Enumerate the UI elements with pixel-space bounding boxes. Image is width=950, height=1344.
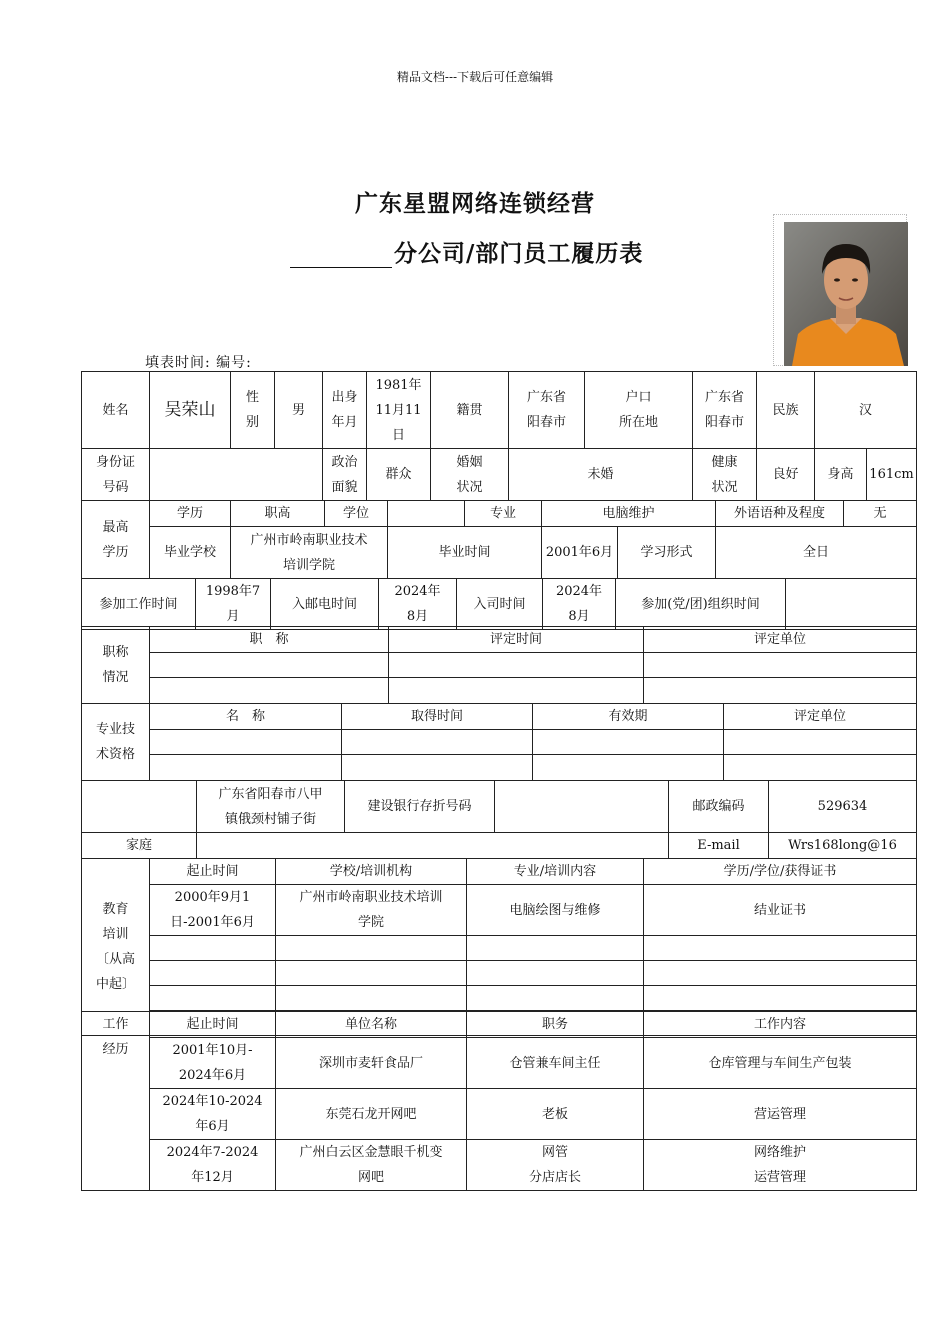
name-label: 姓名 [82,372,150,449]
qual-header-validity: 有效期 [533,704,724,730]
bank-label: 建设银行存折号码 [345,781,495,833]
work-row-period: 2024年10-2024 年6月 [150,1089,276,1140]
school-label: 毕业学校 [150,527,231,579]
edu-header-school: 学校/培训机构 [276,859,467,885]
bank-value [495,781,669,833]
xuewei-value [388,501,465,527]
marital-label: 婚姻 状况 [431,449,509,501]
title-cell [389,678,644,704]
work-row-role: 网管 分店店长 [467,1140,644,1191]
title-header-date: 评定时间 [389,627,644,653]
id-label: 身份证 号码 [82,449,150,501]
header-note: 精品文档---下载后可任意编辑 [396,70,554,84]
birth-label: 出身 年月 [323,372,367,449]
education-history-table [81,858,917,1036]
home-value [197,833,669,859]
edu-row-cert: 结业证书 [644,885,917,936]
personal-info-table [81,371,917,501]
edu-cell [644,936,917,961]
edu-cell [276,961,467,986]
form-subtitle [290,235,643,268]
qual-header-date: 取得时间 [342,704,533,730]
form-subtitle-text: 分公司/部门员工履历表 [394,240,644,267]
edu-header-cert: 学历/学位/获得证书 [644,859,917,885]
id-value [150,449,323,501]
edu-cell [467,986,644,1011]
hukou-label: 户口 所在地 [585,372,693,449]
edu-row-period: 2000年9月1 日-2001年6月 [150,885,276,936]
gender-label: 性 别 [231,372,275,449]
work-row-unit: 广州白云区金慧眼千机变 网吧 [276,1140,467,1191]
hukou-value: 广东省 阳春市 [693,372,757,449]
work-header-role: 职务 [467,1012,644,1038]
edu-cell [276,986,467,1011]
qual-cell [342,755,533,781]
work-row-period: 2001年10月- 2024年6月 [150,1038,276,1089]
work-header-unit: 单位名称 [276,1012,467,1038]
work-times-table [81,578,917,630]
qual-cell [150,730,342,755]
height-value: 161cm [867,449,917,501]
professional-title-table [81,626,917,704]
edu-cell [644,961,917,986]
work-header-content: 工作内容 [644,1012,917,1038]
company-join-label: 入司时间 [457,579,543,630]
address-label-cell [82,781,197,833]
ethnic-label: 民族 [757,372,815,449]
title-cell [389,653,644,678]
grad-value: 2001年6月 [542,527,618,579]
grad-label: 毕业时间 [388,527,542,579]
edu-cell [276,936,467,961]
company-join-value: 2024年 8月 [543,579,616,630]
home-label: 家庭 [82,833,197,859]
zip-label: 邮政编码 [669,781,769,833]
language-label: 外语语种及程度 [716,501,844,527]
origin-label: 籍贯 [431,372,509,449]
degree-value: 职高 [231,501,325,527]
work-header-period: 起止时间 [150,1012,276,1038]
join-work-value: 1998年7 月 [196,579,271,630]
portrait-photo [784,222,908,366]
work-row-content: 营运管理 [644,1089,917,1140]
edu-cell [644,986,917,1011]
name-value: 吴荣山 [150,372,231,449]
health-value: 良好 [757,449,815,501]
height-label: 身高 [815,449,867,501]
origin-value: 广东省 阳春市 [509,372,585,449]
qual-header-unit: 评定单位 [724,704,917,730]
work-history-label: 工作 经历 [82,1012,150,1191]
title-cell [150,678,389,704]
party-join-label: 参加(党/团)组织时间 [616,579,786,630]
work-row-unit: 深圳市麦轩食品厂 [276,1038,467,1089]
work-row-content: 网络维护 运营管理 [644,1140,917,1191]
fill-date-number-line: 填表时间: 编号: [145,355,252,371]
edu-label: 最高 学历 [82,501,150,579]
title-section-label: 职称 情况 [82,627,150,704]
health-label: 健康 状况 [693,449,757,501]
work-row-role: 老板 [467,1089,644,1140]
study-label: 学习形式 [618,527,716,579]
zip-value: 529634 [769,781,917,833]
birth-value: 1981年 11月11 日 [367,372,431,449]
degree-label: 学历 [150,501,231,527]
work-history-table [81,1011,917,1191]
edu-row-school: 广州市岭南职业技术培训 学院 [276,885,467,936]
education-summary-table [81,500,917,579]
major-label: 专业 [465,501,542,527]
edu-cell [150,936,276,961]
marital-value: 未婚 [509,449,693,501]
work-row-unit: 东莞石龙开网吧 [276,1089,467,1140]
major-value: 电脑维护 [542,501,716,527]
post-join-label: 入邮电时间 [271,579,379,630]
qual-cell [533,730,724,755]
language-value: 无 [844,501,917,527]
edu-header-period: 起止时间 [150,859,276,885]
qual-cell [342,730,533,755]
study-value: 全日 [716,527,917,579]
work-row-content: 仓库管理与车间生产包装 [644,1038,917,1089]
qualification-table [81,703,917,781]
title-cell [644,678,917,704]
party-join-value [786,579,917,630]
edu-history-label: 教育 培训 〔从高 中起〕 [82,859,150,1036]
contact-table [81,780,917,859]
qual-cell [724,755,917,781]
edu-cell [467,936,644,961]
gender-value: 男 [275,372,323,449]
edu-cell [150,961,276,986]
form-title: 广东星盟网络连锁经营 [355,190,595,217]
qual-cell [724,730,917,755]
title-cell [150,653,389,678]
politics-value: 群众 [367,449,431,501]
email-value: Wrs168long@16 [769,833,917,859]
qual-header-name: 名 称 [150,704,342,730]
edu-header-major: 专业/培训内容 [467,859,644,885]
qual-cell [533,755,724,781]
title-header-unit: 评定单位 [644,627,917,653]
email-label: E-mail [669,833,769,859]
post-join-value: 2024年 8月 [379,579,457,630]
join-work-label: 参加工作时间 [82,579,196,630]
edu-cell [150,986,276,1011]
ethnic-value: 汉 [815,372,917,449]
title-header-name: 职 称 [150,627,389,653]
work-row-period: 2024年7-2024 年12月 [150,1140,276,1191]
qual-section-label: 专业技 术资格 [82,704,150,781]
qual-cell [150,755,342,781]
politics-label: 政治 面貌 [323,449,367,501]
address-value: 广东省阳春市八甲 镇俄颈村铺子街 [197,781,345,833]
school-value: 广州市岭南职业技术 培训学院 [231,527,388,579]
title-cell [644,653,917,678]
xuewei-label: 学位 [325,501,388,527]
work-row-role: 仓管兼车间主任 [467,1038,644,1089]
edu-cell [467,961,644,986]
edu-row-major: 电脑绘图与维修 [467,885,644,936]
company-blank-line [290,241,392,268]
